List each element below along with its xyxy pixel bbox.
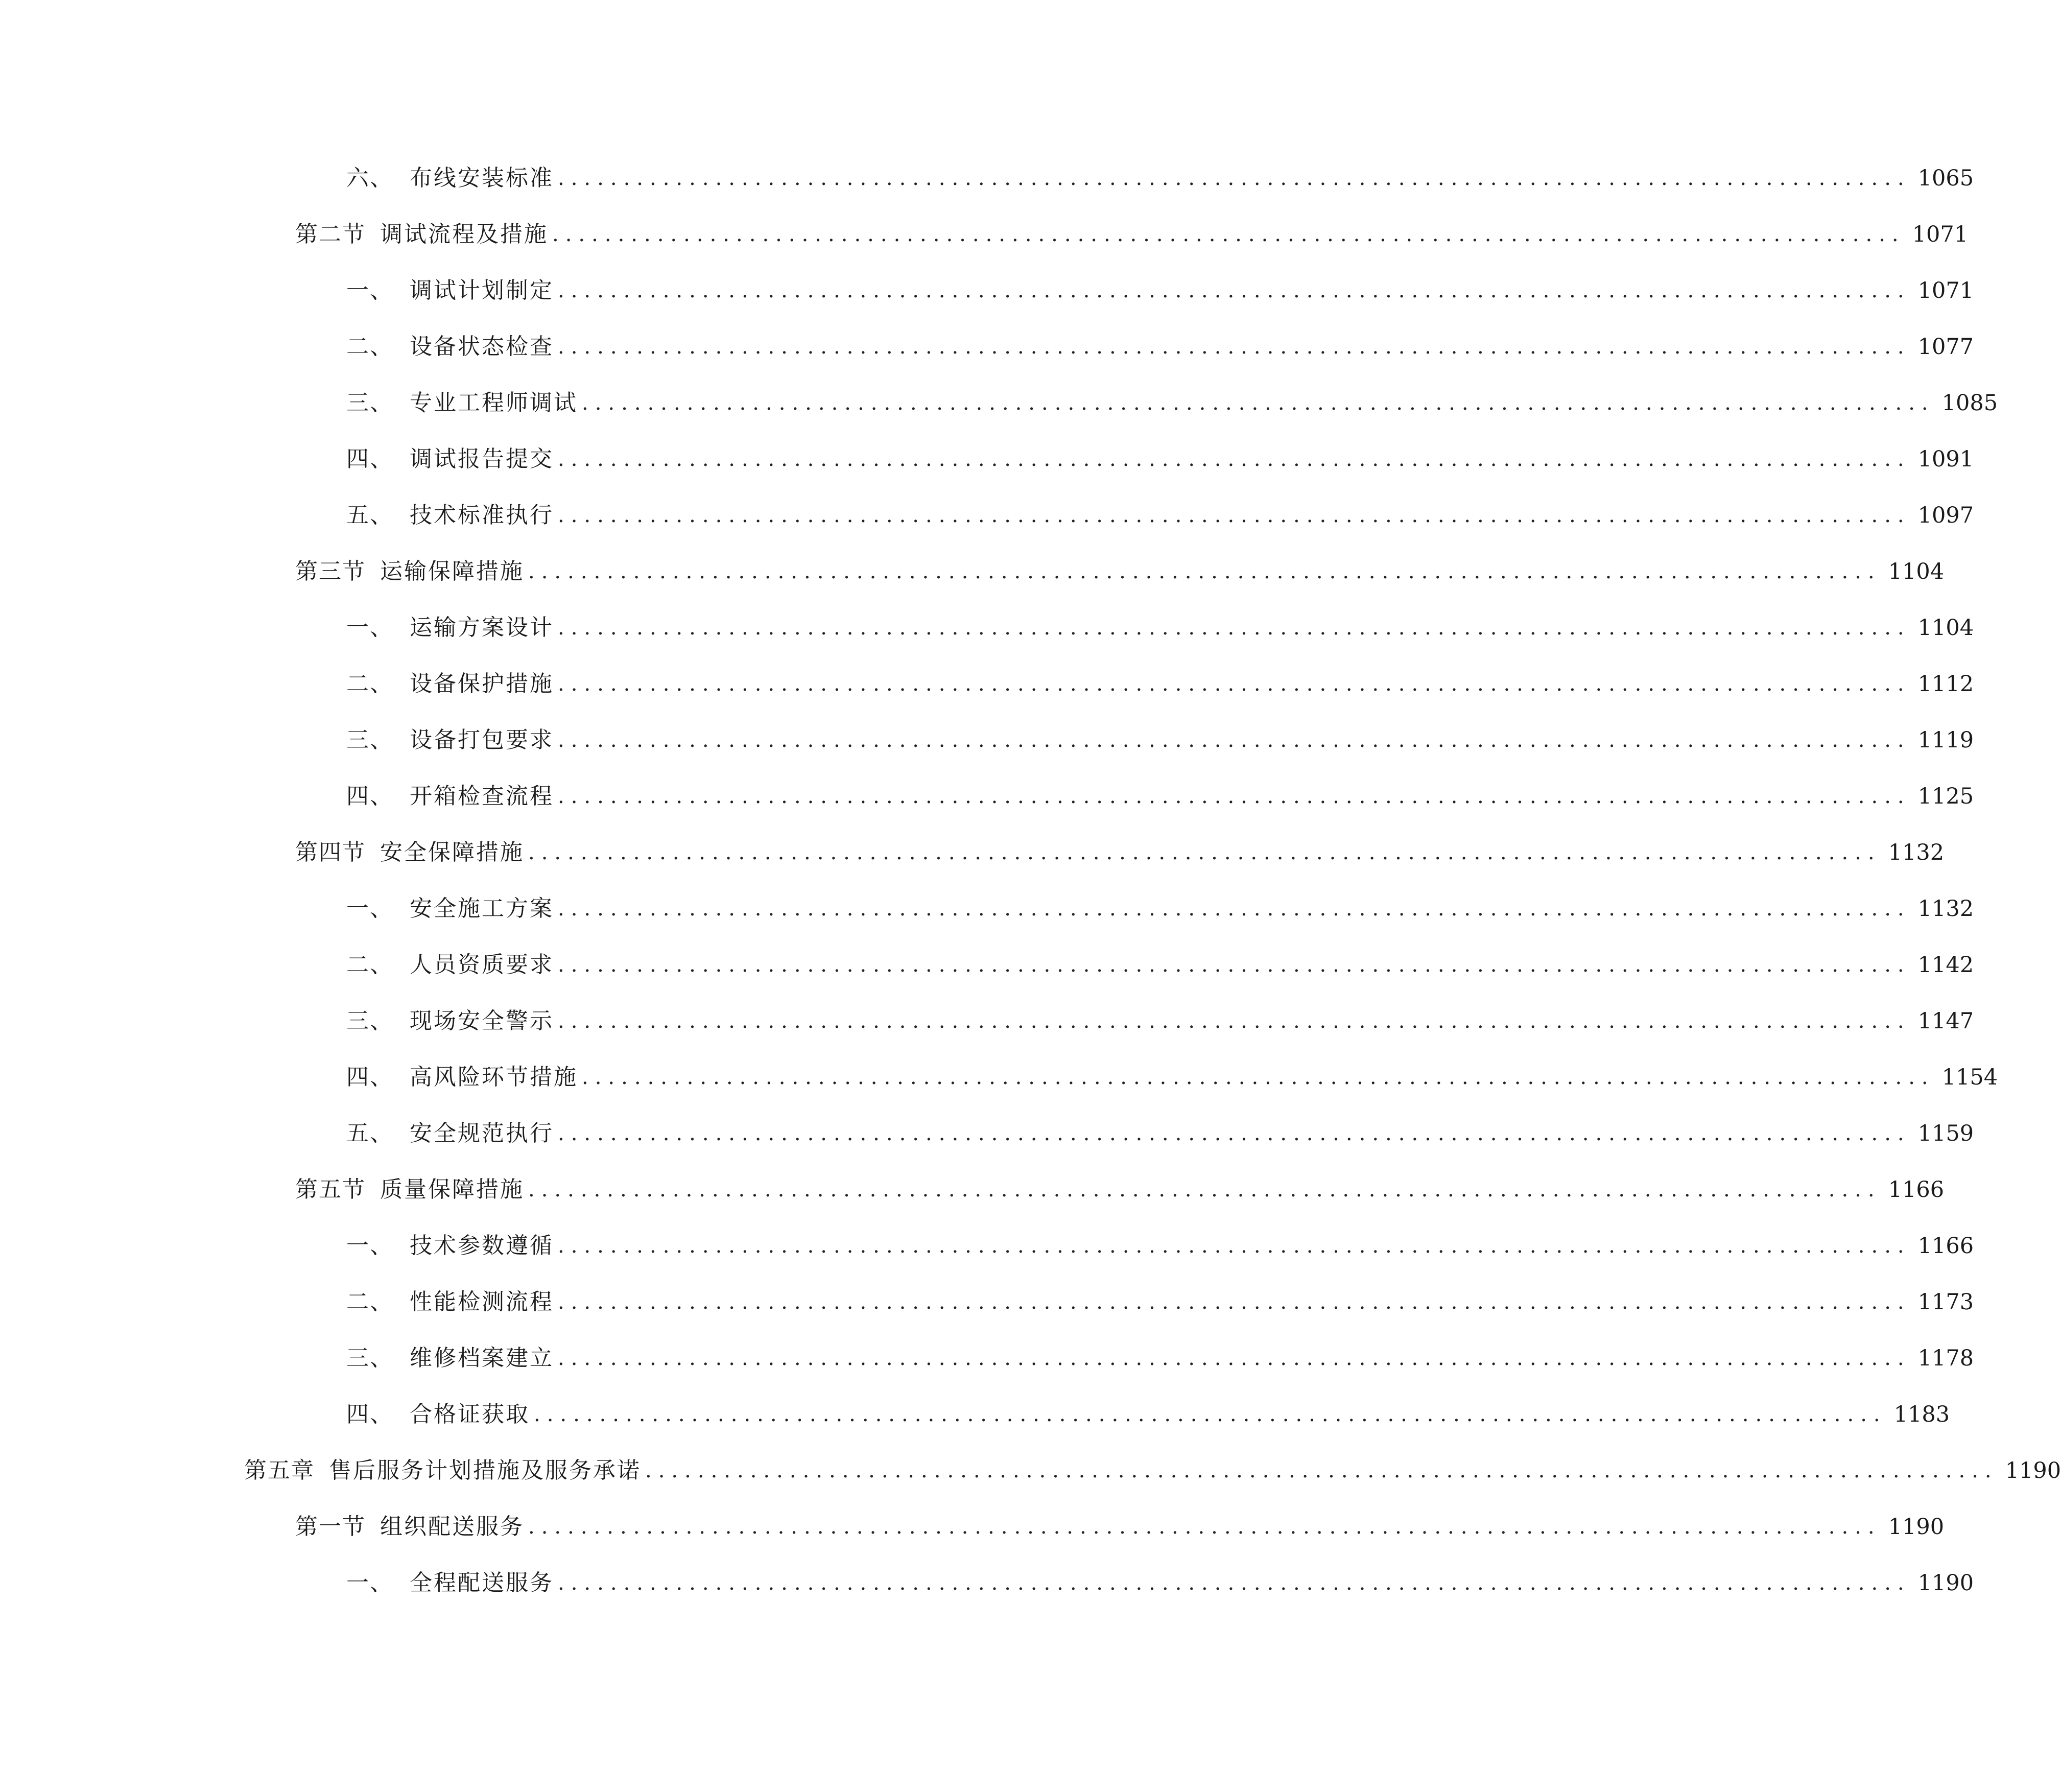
toc-entry-marker: 第一节: [295, 1514, 366, 1540]
toc-entry-title: 现场安全警示: [410, 1008, 554, 1034]
toc-entry[interactable]: [346, 1282, 1974, 1323]
dot-leader: .......................................................................................................: [558, 1290, 1911, 1314]
toc-entry[interactable]: [346, 1225, 1974, 1266]
toc-entry[interactable]: [346, 776, 1974, 817]
toc-entry-page-number: 1104: [1888, 559, 1945, 584]
toc-entry[interactable]: [346, 1001, 1974, 1042]
toc-entry-marker: 四、: [346, 783, 393, 809]
dot-leader: .......................................................................................................: [558, 1122, 1911, 1145]
toc-entry-marker: 五、: [346, 1120, 393, 1146]
toc-entry-page-number: 1065: [1917, 166, 1974, 191]
toc-entry[interactable]: [295, 214, 1969, 255]
toc-entry-marker: 二、: [346, 1289, 393, 1315]
dot-leader: .......................................................................................................: [558, 167, 1911, 190]
toc-entry-marker: 四、: [346, 446, 393, 472]
toc-entry-marker: 第三节: [295, 558, 366, 584]
toc-entry[interactable]: [346, 1394, 1950, 1435]
toc-entry-page-number: 1142: [1917, 952, 1974, 978]
toc-entry[interactable]: [295, 1169, 1945, 1210]
toc-entry-marker: 二、: [346, 334, 393, 360]
toc-entry-marker: 四、: [346, 1064, 393, 1090]
toc-entry[interactable]: [346, 158, 1974, 199]
toc-entry-title: 安全施工方案: [410, 895, 554, 922]
toc-entry-page-number: 1147: [1917, 1008, 1974, 1034]
dot-leader: .......................................................................................................: [534, 1403, 1887, 1426]
toc-entry[interactable]: [346, 720, 1974, 761]
toc-entry[interactable]: [346, 495, 1974, 536]
dot-leader: .......................................................................................................: [558, 1347, 1911, 1370]
dot-leader: .......................................................................................................: [558, 504, 1911, 527]
toc-entry[interactable]: [346, 607, 1974, 648]
toc-entry-marker: 第四节: [295, 839, 366, 865]
toc-entry[interactable]: [244, 1450, 2061, 1491]
toc-entry[interactable]: [295, 832, 1945, 873]
toc-entry-title: 全程配送服务: [410, 1570, 554, 1596]
toc-entry-page-number: 1190: [1917, 1570, 1974, 1596]
toc-entry-page-number: 1097: [1917, 503, 1974, 528]
toc-entry-page-number: 1091: [1917, 446, 1974, 472]
toc-entry-marker: 第二节: [295, 221, 366, 247]
toc-entry-page-number: 1071: [1912, 222, 1969, 247]
toc-entry-title: 调试计划制定: [410, 277, 554, 303]
toc-entry[interactable]: [346, 383, 1998, 423]
toc-entry-marker: 第五节: [295, 1176, 366, 1202]
toc-entry[interactable]: [346, 439, 1974, 480]
dot-leader: .......................................................................................................: [558, 897, 1911, 921]
toc-entry-marker: 第五章: [244, 1457, 315, 1483]
toc-entry-page-number: 1190: [1888, 1514, 1945, 1540]
toc-entry-title: 人员资质要求: [410, 952, 554, 978]
toc-entry-title: 运输方案设计: [410, 615, 554, 641]
dot-leader: .......................................................................................................: [582, 1066, 1935, 1089]
dot-leader: .......................................................................................................: [558, 953, 1911, 977]
toc-entry-title: 调试报告提交: [410, 446, 554, 472]
toc-entry-page-number: 1190: [2005, 1458, 2061, 1483]
toc-entry-marker: 三、: [346, 390, 393, 416]
toc-entry-marker: 一、: [346, 1570, 393, 1596]
toc-entry-title: 高风险环节措施: [410, 1064, 578, 1090]
toc-entry-title: 安全保障措施: [380, 839, 524, 865]
toc-entry-page-number: 1077: [1917, 334, 1974, 360]
dot-leader: .......................................................................................................: [582, 391, 1935, 415]
toc-entry[interactable]: [346, 664, 1974, 704]
toc-entry-page-number: 1183: [1893, 1402, 1950, 1427]
dot-leader: .......................................................................................................: [552, 223, 1905, 246]
toc-entry-marker: 六、: [346, 165, 393, 191]
toc-entry[interactable]: [346, 1563, 1974, 1604]
dot-leader: .......................................................................................................: [558, 785, 1911, 808]
toc-entry-title: 质量保障措施: [380, 1176, 524, 1202]
toc-entry-page-number: 1154: [1941, 1065, 1998, 1090]
dot-leader: .......................................................................................................: [645, 1459, 1998, 1482]
dot-leader: .......................................................................................................: [558, 1234, 1911, 1258]
toc-entry-title: 安全规范执行: [410, 1120, 554, 1146]
dot-leader: .......................................................................................................: [558, 672, 1911, 696]
toc-entry-title: 专业工程师调试: [410, 390, 578, 416]
toc-entry-page-number: 1159: [1917, 1121, 1974, 1146]
toc-entry-title: 设备打包要求: [410, 727, 554, 753]
dot-leader: .......................................................................................................: [558, 728, 1911, 752]
toc-entry-marker: 一、: [346, 277, 393, 303]
dot-leader: .......................................................................................................: [558, 1571, 1911, 1595]
dot-leader: .......................................................................................................: [528, 1515, 1881, 1539]
toc-entry-page-number: 1119: [1917, 727, 1974, 753]
dot-leader: .......................................................................................................: [558, 335, 1911, 359]
dot-leader: .......................................................................................................: [558, 279, 1911, 302]
toc-entry-page-number: 1166: [1917, 1233, 1974, 1259]
toc-entry-page-number: 1173: [1917, 1289, 1974, 1315]
dot-leader: .......................................................................................................: [528, 1178, 1881, 1201]
toc-entry-title: 开箱检查流程: [410, 783, 554, 809]
dot-leader: .......................................................................................................: [558, 616, 1911, 640]
dot-leader: .......................................................................................................: [528, 560, 1881, 583]
toc-entry-page-number: 1104: [1917, 615, 1974, 641]
toc-entry-page-number: 1166: [1888, 1177, 1945, 1202]
toc-entry-page-number: 1178: [1917, 1346, 1974, 1371]
toc-entry-title: 合格证获取: [410, 1401, 530, 1427]
dot-leader: .......................................................................................................: [558, 1009, 1911, 1033]
toc-entry-page-number: 1125: [1917, 784, 1974, 809]
toc-entry[interactable]: [295, 1506, 1945, 1547]
toc-entry-marker: 四、: [346, 1401, 393, 1427]
toc-entry-title: 技术参数遵循: [410, 1233, 554, 1259]
toc-entry[interactable]: [346, 1113, 1974, 1154]
toc-entry-marker: 一、: [346, 615, 393, 641]
toc-entry[interactable]: [346, 326, 1974, 367]
toc-entry-marker: 三、: [346, 727, 393, 753]
toc-entry-title: 设备状态检查: [410, 334, 554, 360]
toc-entry-title: 维修档案建立: [410, 1345, 554, 1371]
toc-entry-title: 性能检测流程: [410, 1289, 554, 1315]
toc-entry[interactable]: [346, 945, 1974, 985]
toc-entry-title: 调试流程及措施: [380, 221, 548, 247]
toc-entry-marker: 一、: [346, 895, 393, 922]
toc-entry-title: 售后服务计划措施及服务承诺: [329, 1457, 641, 1483]
toc-entry-marker: 五、: [346, 502, 393, 528]
toc-entry-page-number: 1112: [1917, 671, 1974, 697]
toc-entry-marker: 二、: [346, 952, 393, 978]
toc-entry-title: 设备保护措施: [410, 671, 554, 697]
toc-entry[interactable]: [295, 551, 1945, 592]
toc-entry-page-number: 1132: [1917, 896, 1974, 922]
toc-entry-marker: 二、: [346, 671, 393, 697]
toc-entry-title: 技术标准执行: [410, 502, 554, 528]
toc-entry-page-number: 1132: [1888, 840, 1945, 865]
toc-entry[interactable]: [346, 270, 1974, 311]
toc-entry-title: 组织配送服务: [380, 1514, 524, 1540]
toc-entry-page-number: 1085: [1941, 390, 1998, 416]
toc-entry-marker: 一、: [346, 1233, 393, 1259]
toc-entry-marker: 三、: [346, 1008, 393, 1034]
toc-entry[interactable]: [346, 888, 1974, 929]
toc-entry-marker: 三、: [346, 1345, 393, 1371]
toc-entry[interactable]: [346, 1338, 1974, 1379]
toc-entry-title: 布线安装标准: [410, 165, 554, 191]
toc-entry[interactable]: [346, 1057, 1998, 1098]
dot-leader: .......................................................................................................: [558, 447, 1911, 471]
dot-leader: .......................................................................................................: [528, 841, 1881, 864]
toc-entry-page-number: 1071: [1917, 278, 1974, 303]
toc-entry-title: 运输保障措施: [380, 558, 524, 584]
